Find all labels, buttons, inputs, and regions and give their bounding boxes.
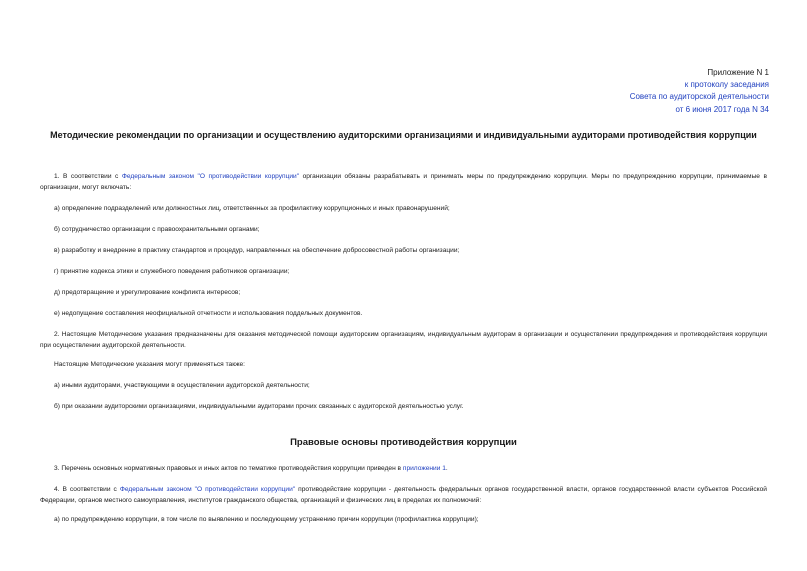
appendix-number: Приложение N 1 xyxy=(707,68,769,77)
list-item: г) принятие кодекса этики и служебного поведения работников организации; xyxy=(54,268,290,275)
federal-law-link-2[interactable]: Федеральным законом "О противодействии коррупции" xyxy=(119,486,296,493)
paragraph-2: 2. Настоящие Методические указания предназначены для оказания методической помощи аудиторским организациям, индивидуальным аудиторам в организации и осуществлении предупреждения и противодействия коррупции при осуществлении аудиторской деятельности. xyxy=(40,331,767,349)
paragraph-1: 1. В соответствии с Федеральным законом "О противодействии коррупции" организации обязаны разрабатывать и принимать меры по предупреждению коррупции. Меры по предупреждению коррупции, принимаемые в организации, могут включать: xyxy=(40,173,767,191)
list-item: б) сотрудничество организации с правоохранительными органами; xyxy=(54,226,260,233)
appendix-1-link[interactable]: приложении 1 xyxy=(402,465,446,472)
paragraph-4a: а) по предупреждению коррупции, в том числе по выявлению и последующему устранению причин коррупции (профилактика коррупции); xyxy=(54,516,479,523)
list-item: а) иными аудиторами, участвующими в осуществлении аудиторской деятельности; xyxy=(54,382,310,389)
paragraph-4: 4. В соответствии с Федеральным законом "О противодействии коррупции" противодействие коррупции - деятельность федеральных органов государственной власти, органов государственной власти субъектов Российской Федерации, органов местного самоуправления, институтов гражданского общества, организаций и физических лиц в пределах их полномочий: xyxy=(40,486,767,504)
list-item: в) разработку и внедрение в практику стандартов и процедур, направленных на обеспечение добросовестной работы организации; xyxy=(54,247,460,254)
council-link[interactable]: Совета по аудиторской деятельности xyxy=(629,92,769,102)
paragraph-2b: Настоящие Методические указания могут применяться также: xyxy=(54,361,245,368)
date-link[interactable]: от 6 июня 2017 года N 34 xyxy=(675,104,769,114)
list-item: е) недопущение составления неофициальной отчетности и использования поддельных документов. xyxy=(54,310,363,317)
section-title: Правовые основы противодействия коррупции xyxy=(290,437,517,448)
paragraph-3: 3. Перечень основных нормативных правовых и иных актов по тематике противодействия коррупции приведен в приложении 1. xyxy=(54,465,448,472)
federal-law-link[interactable]: Федеральным законом "О противодействии коррупции" xyxy=(121,173,300,180)
list-item: д) предотвращение и урегулирование конфликта интересов; xyxy=(54,289,241,296)
document-title: Методические рекомендации по организации и осуществлению аудиторскими организациями и индивидуальными аудиторами противодействия коррупции xyxy=(50,130,757,140)
list-item: а) определение подразделений или должностных лиц, ответственных за профилактику коррупционных и иных правонарушений; xyxy=(54,205,450,212)
protocol-link[interactable]: к протоколу заседания xyxy=(684,80,769,90)
appendix-header xyxy=(630,67,769,116)
list-item: б) при оказании аудиторскими организациями, индивидуальными аудиторами прочих связанных с аудиторской деятельностью услуг. xyxy=(54,403,464,410)
